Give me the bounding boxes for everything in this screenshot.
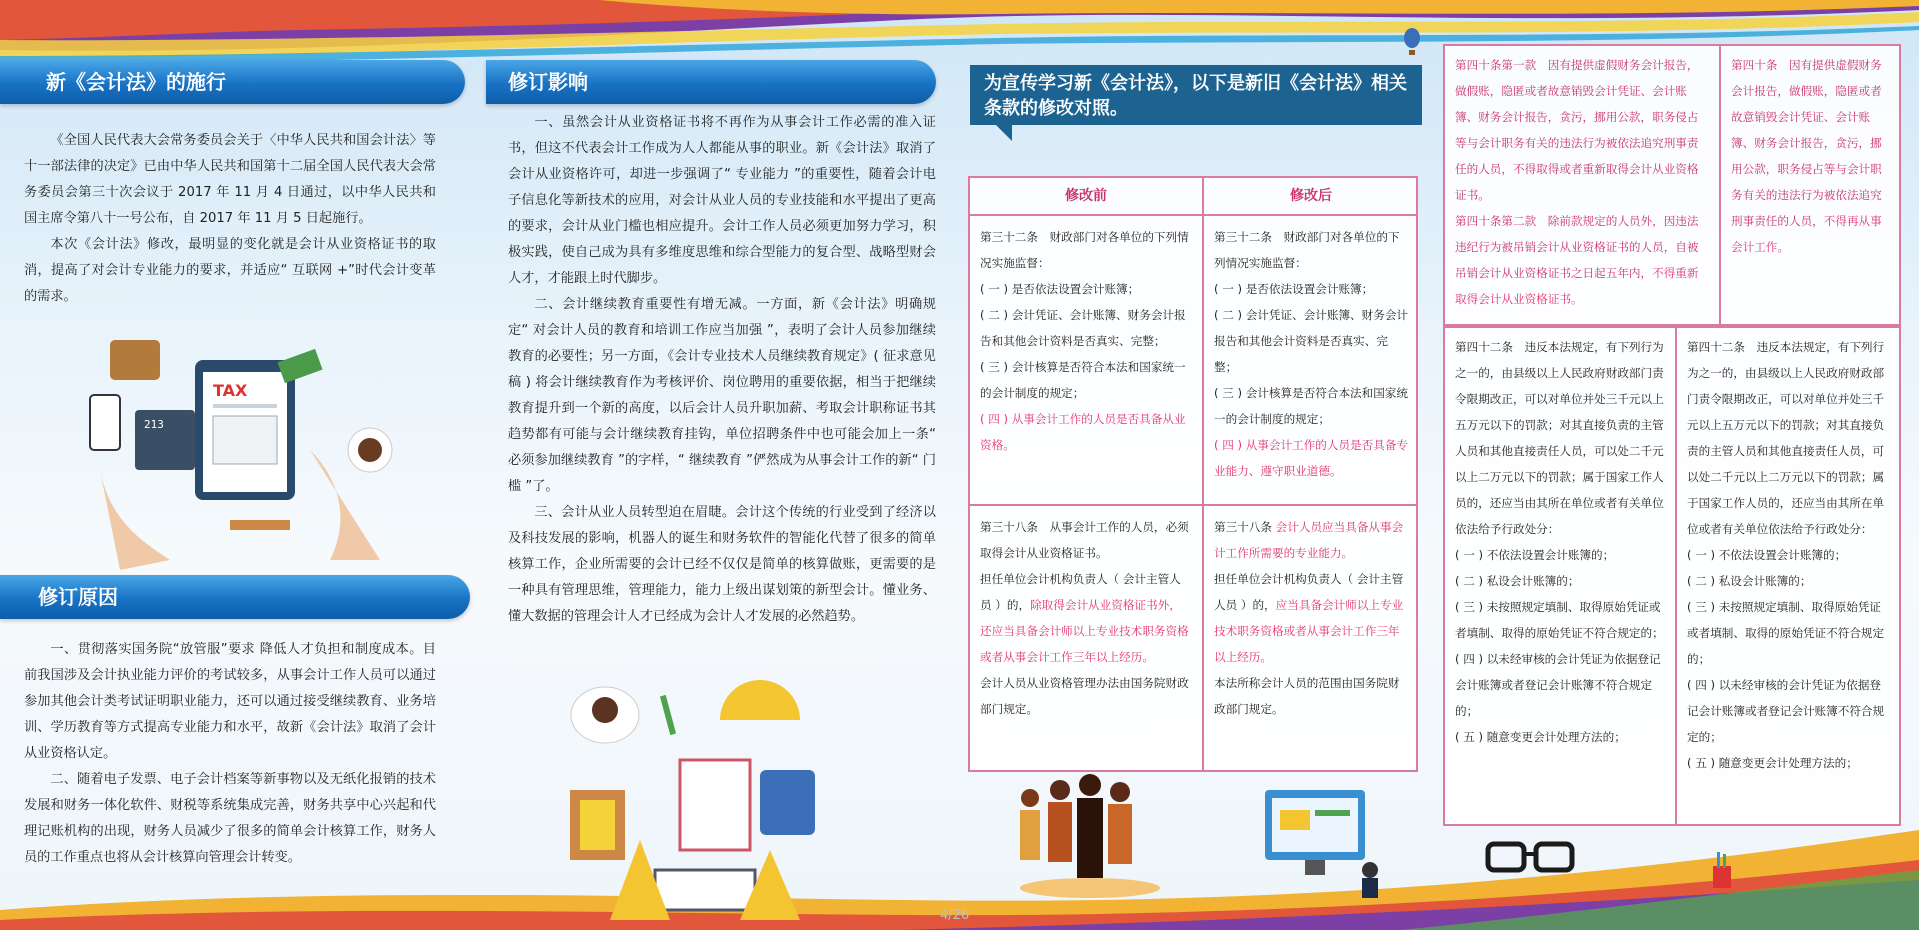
tax-label: TAX — [213, 381, 248, 400]
hot-air-balloon-icon — [1402, 28, 1422, 58]
pen-cup-icon — [1707, 850, 1737, 890]
calculator-display: 213 — [144, 418, 164, 431]
table-divider-header — [970, 214, 1416, 216]
page-number: 4/26 — [940, 908, 970, 923]
table-divider-row — [970, 504, 1416, 506]
article-42-before: 第四十二条 违反本法规定，有下列行为之一的，由县级以上人民政府财政部门责令限期改正，可以对单位并处三千元以上五万元以下的罚款；对其直接负责的主管人员和其他直接责任人员，可以处二千元以上二万元以下的罚款；属于国家工作人员的，还应当由其所在单位或者有关单位依法给予行政处分： ( 一 ) 不依法设置会计账簿的； ( 二 ) 私设会计账簿的； ( 三 ) 未按照规定填制、取得原始凭证或者填制、取得的原始凭证不符合规定的； ( 四 ) 以未经审核的会计凭证为依据登记会计账簿或者登记会计账簿不符合规定的； ( 五 ) 随意变更会计处理方法的； — [1455, 340, 1664, 744]
article-32-before-change: ( 四 ) 从事会计工作的人员是否具备从业资格。 — [980, 412, 1186, 452]
comparison-table-article-42 — [1443, 326, 1901, 826]
article-40-after-change: 不得再从事会计工作。 — [1731, 214, 1882, 254]
article-38-after-change-1: 会计人员应当具备从事会计工作所需要的专业能力。 — [1214, 520, 1404, 560]
implementation-paragraph-2: 本次《会计法》修改，最明显的变化就是会计从业资格证书的取消，提高了对会计专业能力的要求，并适应“ 互联网 +”时代会计变革的需求。 — [24, 237, 436, 304]
article-38-after: 第三十八条 会计人员应当具备从事会计工作所需要的专业能力。 担任单位会计机构负责人（ 会计主管人员 ）的，应当具备会计师以上专业技术职务资格或者从事会计工作三年以上经历。 本法所称会计人员的范围由国务院财政部门规定。 — [1214, 520, 1404, 716]
reasons-text — [24, 637, 436, 871]
office-supplies-illustration — [560, 680, 850, 920]
column-header-before: 修改前 — [1065, 188, 1107, 204]
section-heading-implementation: 新《会计法》的施行 — [0, 60, 465, 104]
business-team-illustration — [1000, 770, 1170, 900]
article-32-after-change: ( 四 ) 从事会计工作的人员是否具备专业能力、遵守职业道德。 — [1214, 438, 1409, 478]
article-38-before: 第三十八条 从事会计工作的人员，必须取得会计从业资格证书。 担任单位会计机构负责人（ 会计主管人员 ）的，除取得会计从业资格证书外，还应当具备会计师以上专业技术职务资格或者从事会计工作三年以上经历。 会计人员从业资格管理办法由国务院财政部门规定。 — [980, 520, 1189, 716]
comparison-table-articles-32-38 — [968, 176, 1418, 772]
article-40-after: 第四十条 因有提供虚假财务会计报告，做假账，隐匿或者故意销毁会计凭证、会计账簿、财务会计报告，贪污，挪用公款，职务侵占等与会计职务有关的违法行为被依法追究刑事责任的人员，不得再从事会计工作。 — [1731, 58, 1882, 254]
implementation-paragraph-1: 《全国人民代表大会常务委员会关于〈中华人民共和国会计法〉等十一部法律的决定》已由中华人民共和国第十二届全国人民代表大会常务委员会第三十次会议于 2017 年 11 月 4 日通过，以中华人民共和国主席令第八十一号公布，自 2017 年 11 月 5 日起施行。 — [24, 133, 436, 226]
reasons-paragraph-1: 一、贯彻落实国务院“放管服”要求 降低人才负担和制度成本。目前我国涉及会计执业能力评价的考试较多，从事会计工作人员可以通过参加其他会计类考试证明职业能力，还可以通过接受继续教育、业务培训、学历教育等方式提高专业能力和水平，故新《会计法》取消了会计从业资格认定。 — [24, 642, 436, 761]
impact-paragraph-3: 三、会计从业人员转型迫在眉睫。会计这个传统的行业受到了经济以及科技发展的影响，机器人的诞生和财务软件的智能化代替了很多的简单核算工作，企业所需要的会计已经不仅仅是简单的核算做账，更需要的是一种具有管理思维，管理能力，能力上级出谋划策的新型会计。懂业务、懂大数据的管理会计人才已经成为会计人才发展的必然趋势。 — [508, 505, 936, 624]
article-42-after: 第四十二条 违反本法规定，有下列行为之一的，由县级以上人民政府财政部门责令限期改正，可以对单位并处三千元以上五万元以下的罚款；对其直接负责的主管人员和其他直接责任人员，可以处二千元以上二万元以下的罚款；属于国家工作人员的，还应当由其所在单位或者有关单位依法给予行政处分： ( 一 ) 不依法设置会计账簿的； ( 二 ) 私设会计账簿的； ( 三 ) 未按照规定填制、取得原始凭证或者填制、取得的原始凭证不符合规定的； ( 四 ) 以未经审核的会计凭证为依据登记会计账簿或者登记会计账簿不符合规定的； ( 五 ) 随意变更会计处理方法的； — [1687, 340, 1885, 770]
comparison-table-article-40 — [1443, 44, 1901, 326]
section-heading-impact: 修订影响 — [486, 60, 936, 104]
article-32-after: 第三十二条 财政部门对各单位的下列情况实施监督： ( 一 ) 是否依法设置会计账簿； ( 二 ) 会计凭证、会计账簿、财务会计报告和其他会计资料是否真实、完整； ( 三 ) 会计核算是否符合本法和国家统一的会计制度的规定； ( 四 ) 从事会计工作的人员是否具备专业能力、遵守职业道德。 — [1204, 218, 1418, 504]
section-heading-reasons: 修订原因 — [0, 575, 470, 619]
impact-paragraph-2: 二、会计继续教育重要性有增无减。一方面，新《会计法》明确规定“ 对会计人员的教育和培训工作应当加强 ”，表明了会计人员参加继续教育的必要性；另一方面，《会计专业技术人员继续教育规定》( 征求意见稿 ) 将会计继续教育作为考核评价、岗位聘用的重要依据，相当于把继续教育提升到一个新的高度，以后会计人员升职加薪、考取会计职称证书其趋势都有可能与会计继续教育挂钩，单位招聘条件中也可能会加上一条“ 必须参加继续教育 ”的字样，“ 继续教育 ”俨然成为从事会计工作的新“ 门槛 ”了。 — [508, 297, 936, 494]
article-40-before: 第四十条第一款 因有提供虚假财务会计报告，做假账，隐匿或者故意销毁会计凭证、会计账簿、财务会计报告，贪污，挪用公款，职务侵占等与会计职务有关的违法行为被依法追究刑事责任的人员，不得取得或者重新取得会计从业资格证书。 第四十条第二款 除前款规定的人员外，因违法违纪行为被吊销会计从业资格证书的人员，自被吊销会计从业资格证书之日起五年内，不得重新取得会计从业资格证书。 — [1455, 58, 1699, 306]
reasons-paragraph-2: 二、随着电子发票、电子会计档案等新事物以及无纸化报销的技术发展和财务一体化软件、财税等系统集成完善，财务共享中心兴起和代理记账机构的出现，财务人员减少了很多的简单会计核算工作，财务人员的工作重点也将从会计核算向管理会计转变。 — [24, 772, 436, 865]
article-38-before-change: 除取得会计从业资格证书外，还应当具备会计师以上专业技术职务资格或者从事会计工作三年以上经历。 — [980, 598, 1189, 664]
article-32-before: 第三十二条 财政部门对各单位的下列情况实施监督： ( 一 ) 是否依法设置会计账簿； ( 二 ) 会计凭证、会计账簿、财务会计报告和其他会计资料是否真实、完整； ( 三 ) 会计核算是否符合本法和国家统一的会计制度的规定； ( 四 ) 从事会计工作的人员是否具备从业资格。 — [970, 218, 1202, 504]
impact-paragraph-1: 一、虽然会计从业资格证书将不再作为从事会计工作必需的准入证书，但这不代表会计工作成为人人都能从事的职业。新《会计法》取消了会计从业资格许可，却进一步强调了“ 专业能力 ”的重要性，随着会计电子信息化等新技术的应用，对会计从业人员的专业技能和水平提出了更高的要求，会计从业门槛也相应提升。会计工作人员必须更加努力学习，积极实践，使自己成为具有多维度思维和综合型能力的复合型、战略型财会人才，才能跟上时代脚步。 — [508, 115, 936, 286]
glasses-icon — [1480, 838, 1580, 878]
article-38-after-change-2: 应当具备会计师以上专业技术职务资格或者从事会计工作三年以上经历。 — [1214, 598, 1404, 664]
computer-workstation-illustration — [1250, 780, 1390, 900]
accounting-illustration — [80, 320, 410, 570]
article-40-before-change: 不得重新取得会计从业资格证书。 — [1455, 266, 1699, 306]
implementation-text — [24, 128, 436, 310]
impact-text — [508, 110, 936, 630]
comparison-callout: 为宣传学习新《会计法》，以下是新旧《会计法》相关条款的修改对照。 — [970, 65, 1422, 125]
column-header-after: 修改后 — [1290, 188, 1332, 204]
